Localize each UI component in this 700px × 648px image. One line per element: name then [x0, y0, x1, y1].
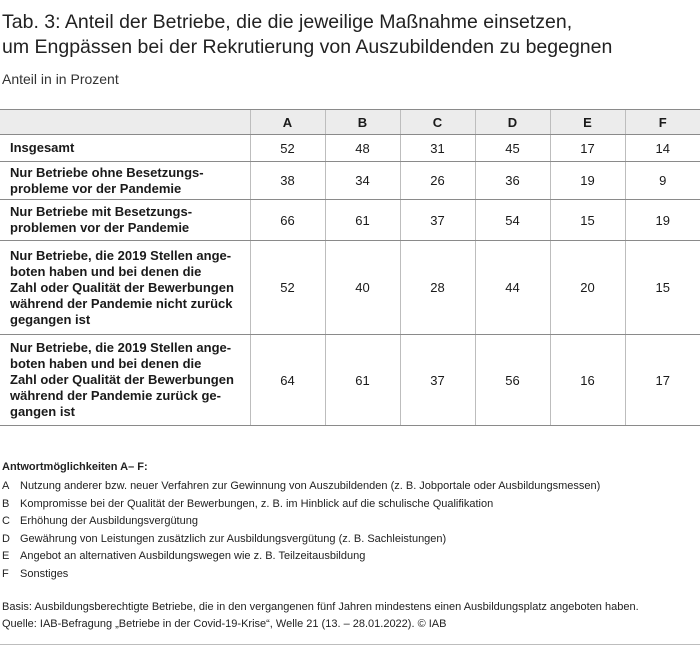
table-cell: 56	[475, 335, 550, 426]
column-header-f: F	[625, 110, 700, 135]
table-subtitle: Anteil in in Prozent	[2, 71, 119, 87]
bottom-divider	[0, 644, 700, 645]
table-cell: 34	[325, 162, 400, 200]
table-cell: 44	[475, 241, 550, 335]
legend-key: A	[2, 480, 10, 492]
table-cell: 28	[400, 241, 475, 335]
basis-note: Basis: Ausbildungsberechtigte Betriebe, die in den vergangenen fünf Jahren mindestens einen Ausbildungsplatz angeboten haben.	[2, 601, 639, 613]
table-cell: 16	[550, 335, 625, 426]
table-header-row	[0, 110, 700, 135]
header-blank-cell	[0, 110, 250, 135]
table-cell: 20	[550, 241, 625, 335]
row-label: Nur Betriebe ohne Besetzungs- probleme vor der Pandemie	[0, 162, 250, 200]
table-cell: 31	[400, 135, 475, 162]
legend-text: Nutzung anderer bzw. neuer Verfahren zur Gewinnung von Auszubildenden (z. B. Jobportale oder Ausbildungsmessen)	[20, 480, 601, 492]
table-cell: 61	[325, 335, 400, 426]
table-cell: 52	[250, 135, 325, 162]
legend-key: C	[2, 515, 10, 528]
row-label: Insgesamt	[0, 135, 250, 162]
column-header-a: A	[250, 110, 325, 135]
table-cell: 37	[400, 200, 475, 241]
table-cell: 40	[325, 241, 400, 335]
legend-text: Angebot an alternativen Ausbildungswegen wie z. B. Teilzeitausbildung	[20, 550, 366, 563]
legend-item	[2, 566, 698, 584]
table-row	[0, 162, 700, 200]
table-cell: 66	[250, 200, 325, 241]
legend-item	[2, 478, 698, 496]
source-note: Quelle: IAB-Befragung „Betriebe in der Covid-19-Krise“, Welle 21 (13. – 28.01.2022). © IAB	[2, 618, 447, 630]
column-header-b: B	[325, 110, 400, 135]
table-cell: 61	[325, 200, 400, 241]
column-header-e: E	[550, 110, 625, 135]
legend-item	[2, 496, 698, 514]
table-row	[0, 335, 700, 426]
table-cell: 26	[400, 162, 475, 200]
table-cell: 64	[250, 335, 325, 426]
table-row	[0, 241, 700, 335]
legend-item	[2, 548, 698, 566]
legend-text: Erhöhung der Ausbildungsvergütung	[20, 515, 198, 528]
table-cell: 45	[475, 135, 550, 162]
row-label: Nur Betriebe, die 2019 Stellen ange- boten haben und bei denen die Zahl oder Qualität der Bewerbungen während der Pandemie zurück ge- gangen ist	[0, 335, 250, 426]
legend-key: E	[2, 550, 10, 563]
table-row	[0, 135, 700, 162]
column-header-d: D	[475, 110, 550, 135]
table-footer	[2, 599, 698, 633]
table-cell: 54	[475, 200, 550, 241]
table-cell: 14	[625, 135, 700, 162]
legend-item	[2, 531, 698, 549]
table-cell: 17	[625, 335, 700, 426]
answer-options-legend	[2, 460, 698, 584]
row-label: Nur Betriebe mit Besetzungs- problemen vor der Pandemie	[0, 200, 250, 241]
table-cell: 19	[550, 162, 625, 200]
legend-key: B	[2, 497, 10, 510]
results-table	[0, 109, 700, 426]
title-line-2: um Engpässen bei der Rekrutierung von Auszubildenden zu begegnen	[2, 36, 613, 58]
legend-item	[2, 513, 698, 531]
title-line-1: Tab. 3: Anteil der Betriebe, die die jeweilige Maßnahme einsetzen,	[2, 11, 573, 33]
table-cell: 15	[625, 241, 700, 335]
table-cell: 38	[250, 162, 325, 200]
legend-key: D	[2, 532, 10, 545]
column-header-c: C	[400, 110, 475, 135]
table-cell: 15	[550, 200, 625, 241]
table-cell: 19	[625, 200, 700, 241]
table-row	[0, 200, 700, 241]
table-cell: 9	[625, 162, 700, 200]
table-title	[2, 10, 698, 60]
table-cell: 37	[400, 335, 475, 426]
legend-heading: Antwortmöglichkeiten A– F:	[2, 461, 148, 473]
table-cell: 17	[550, 135, 625, 162]
legend-text: Gewährung von Leistungen zusätzlich zur Ausbildungsvergütung (z. B. Sachleistungen)	[20, 532, 447, 545]
row-label: Nur Betriebe, die 2019 Stellen ange- boten haben und bei denen die Zahl oder Qualität der Bewerbungen während der Pandemie nicht zurück gegangen ist	[0, 241, 250, 335]
legend-key: F	[2, 567, 9, 580]
table-cell: 48	[325, 135, 400, 162]
legend-text: Kompromisse bei der Qualität der Bewerbungen, z. B. im Hinblick auf die schulische Qualifikation	[20, 497, 494, 510]
table-cell: 52	[250, 241, 325, 335]
table-cell: 36	[475, 162, 550, 200]
legend-text: Sonstiges	[20, 567, 69, 580]
